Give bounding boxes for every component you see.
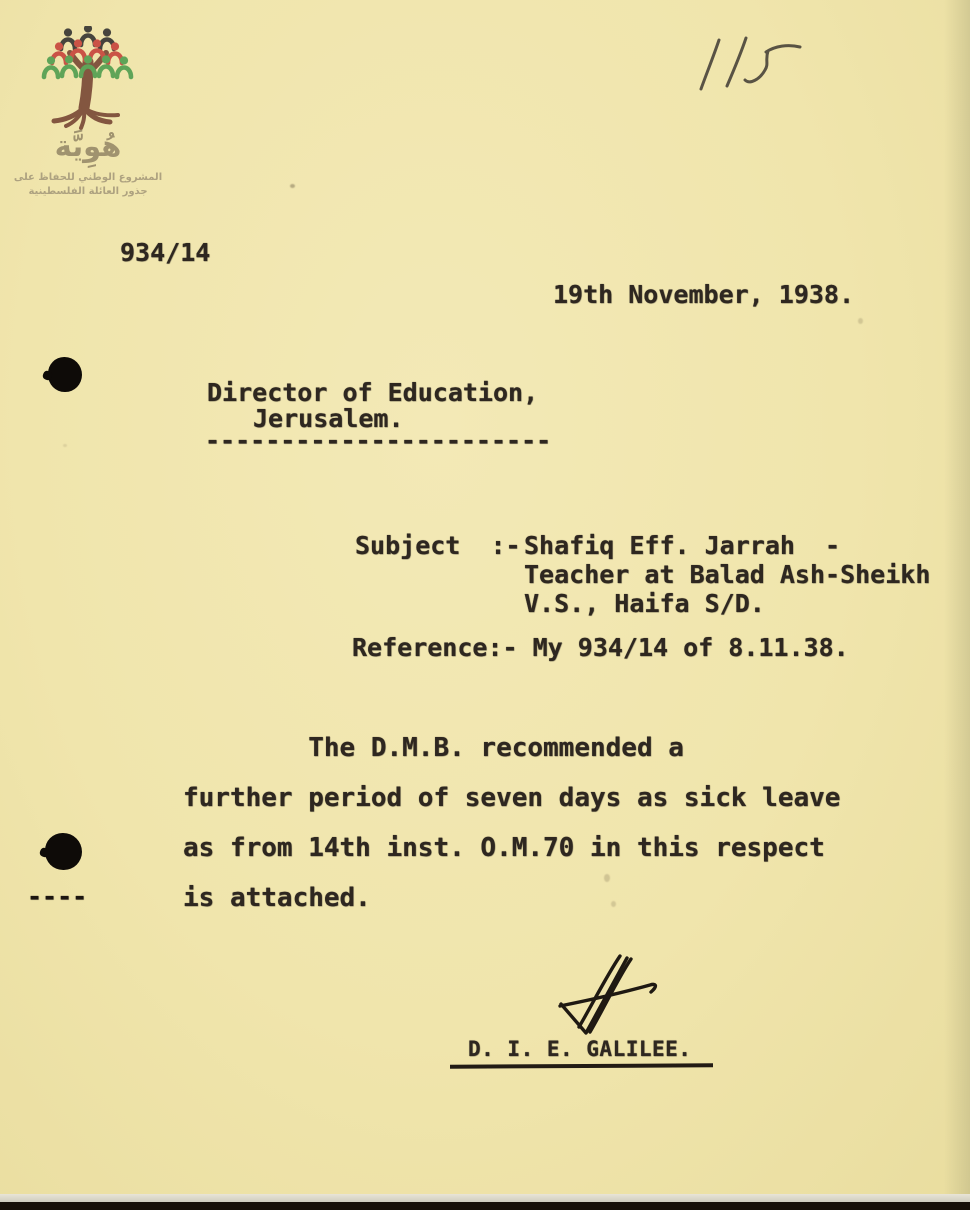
scan-speck xyxy=(63,444,67,447)
signature-flourish xyxy=(560,956,655,1033)
logo-tagline-2: جذور العائلة الفلسطينية xyxy=(28,186,148,197)
subject-line-3: V.S., Haifa S/D. xyxy=(524,589,765,618)
scan-speck xyxy=(858,318,863,324)
signature-underline xyxy=(450,1063,713,1068)
recipient-underline: ----------------------- xyxy=(205,426,552,455)
recipient-line-2: Jerusalem. xyxy=(253,404,404,433)
logo-tree-icon xyxy=(33,26,143,133)
subject-line-2: Teacher at Balad Ash-Sheikh xyxy=(524,560,931,589)
file-number: 934/14 xyxy=(120,238,211,267)
scan-speck xyxy=(604,874,610,882)
scan-edge-dark xyxy=(0,1202,970,1210)
hole-punch-bottom xyxy=(45,833,82,870)
recipient-line-1: Director of Education, xyxy=(207,378,539,407)
scan-speck xyxy=(290,184,295,188)
body-line-4: is attached. xyxy=(183,883,371,913)
handwritten-page-number xyxy=(700,36,800,92)
body-line-2: further period of seven days as sick leave xyxy=(183,783,841,813)
logo-wordmark: هُوِيَّة xyxy=(54,129,122,163)
logo-tagline-1: المشروع الوطني للحفاظ على xyxy=(13,172,163,183)
reference-line: Reference:- My 934/14 of 8.11.38. xyxy=(352,633,849,662)
subject-label: Subject :- xyxy=(355,531,521,560)
body-line-1: The D.M.B. recommended a xyxy=(183,733,684,763)
hole-punch-top xyxy=(48,357,82,392)
body-line-3: as from 14th inst. O.M.70 in this respect xyxy=(183,833,825,863)
scan-speck xyxy=(611,901,616,907)
margin-dashes: ---- xyxy=(27,882,88,911)
scan-edge-right xyxy=(944,0,970,1210)
subject-line-1: Shafiq Eff. Jarrah - xyxy=(524,531,841,560)
signature-name: D. I. E. GALILEE. xyxy=(468,1037,692,1061)
letter-date: 19th November, 1938. xyxy=(553,280,855,309)
